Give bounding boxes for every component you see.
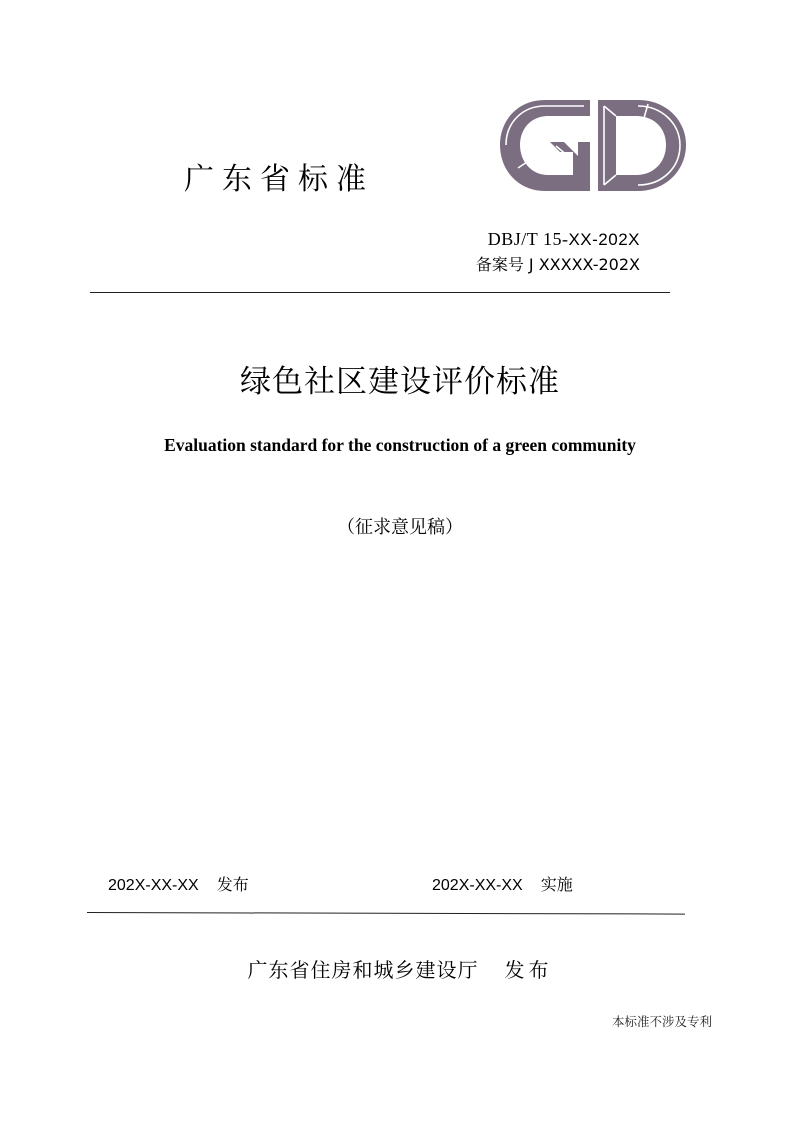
header-divider [90, 292, 670, 293]
issuer-action: 发布 [504, 958, 553, 982]
gd-logo-icon [498, 98, 688, 193]
publish-date-line [108, 874, 249, 897]
filing-number: 备案号 J XXXXX-202X [475, 255, 640, 274]
publish-label: 发布 [216, 875, 249, 894]
issuer-line [0, 956, 800, 984]
effective-date-line [432, 874, 573, 897]
standard-code-suffix: XX-202X [568, 230, 640, 249]
effective-date: 202X-XX-XX [432, 877, 523, 894]
standard-type-label: 广东省标准 [184, 162, 374, 197]
patent-note: 本标准不涉及专利 [611, 1014, 712, 1029]
issuer-name: 广东省住房和城乡建设厅 [247, 958, 479, 982]
standard-code-prefix: DBJ/T 15- [487, 229, 569, 249]
publish-date: 202X-XX-XX [108, 877, 199, 894]
document-title-chinese: 绿色社区建设评价标准 [240, 364, 560, 400]
effective-label: 实施 [540, 875, 573, 894]
standard-code [488, 228, 640, 251]
gd-logo [498, 98, 688, 193]
footer-divider [87, 912, 685, 915]
draft-status: （征求意见稿） [337, 517, 463, 538]
document-title-english: Evaluation standard for the construction of a green community [164, 435, 636, 455]
